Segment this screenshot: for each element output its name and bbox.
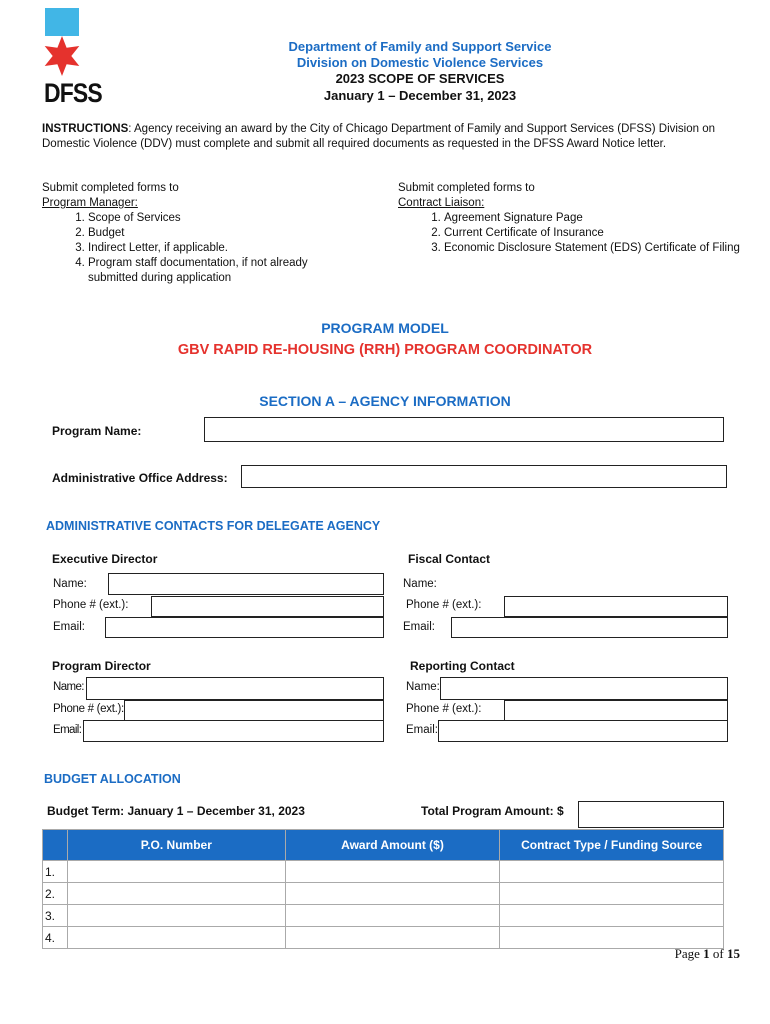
page-word: Page bbox=[674, 946, 700, 961]
pd-email-field[interactable] bbox=[83, 720, 384, 742]
page-of: of bbox=[712, 946, 724, 961]
rc-email-field[interactable] bbox=[438, 720, 728, 742]
address-label: Administrative Office Address: bbox=[52, 471, 228, 485]
submit-intro: Submit completed forms to bbox=[42, 182, 179, 194]
po-number-cell[interactable] bbox=[67, 927, 285, 949]
fiscal-phone-field[interactable] bbox=[504, 596, 728, 617]
po-number-cell[interactable] bbox=[67, 861, 285, 883]
program-name-field[interactable] bbox=[204, 417, 724, 442]
pd-name-field[interactable] bbox=[86, 677, 384, 700]
list-item: 4. Program staff documentation, if not already submitted during application bbox=[88, 256, 342, 286]
program-director-heading: Program Director bbox=[52, 659, 151, 673]
total-amount-label: Total Program Amount: $ bbox=[421, 804, 564, 818]
table-header: Contract Type / Funding Source bbox=[500, 830, 724, 861]
header-dates: January 1 – December 31, 2023 bbox=[323, 88, 517, 103]
list-item: 2. Budget bbox=[88, 226, 342, 241]
fiscal-contact-heading: Fiscal Contact bbox=[408, 552, 491, 566]
award-amount-cell[interactable] bbox=[285, 883, 500, 905]
program-model-subtitle: GBV RAPID RE-HOUSING (RRH) PROGRAM COORDINATOR bbox=[177, 342, 593, 358]
rc-email-label: Email: bbox=[406, 724, 438, 736]
executive-director-heading: Executive Director bbox=[52, 552, 158, 566]
budget-term: Budget Term: January 1 – December 31, 2023 bbox=[47, 804, 305, 818]
table-row bbox=[43, 927, 724, 949]
header-scope: 2023 SCOPE OF SERVICES bbox=[335, 71, 505, 86]
instructions-text: : Agency receiving an award by the City of Chicago Department of Family and Support Services (DFSS) Division on Domestic Violence (DDV) must complete and submit all required documents as requested in the DFSS Award Notice letter. bbox=[42, 123, 716, 150]
contract-type-cell[interactable] bbox=[500, 905, 724, 927]
exec-name-field[interactable] bbox=[108, 573, 384, 595]
exec-phone-field[interactable] bbox=[151, 596, 384, 617]
pd-phone-field[interactable] bbox=[124, 700, 384, 721]
total-amount-field[interactable] bbox=[578, 801, 724, 828]
reporting-contact-heading: Reporting Contact bbox=[410, 659, 515, 673]
header-division: Division on Domestic Violence Services bbox=[296, 55, 544, 70]
submit-recipient: Program Manager: bbox=[42, 197, 138, 209]
list-item: 1. Agreement Signature Page bbox=[444, 211, 743, 226]
table-row bbox=[43, 905, 724, 927]
list-item: 3. Economic Disclosure Statement (EDS) Certificate of Filing bbox=[444, 241, 743, 256]
row-number: 2. bbox=[43, 883, 68, 905]
award-amount-cell[interactable] bbox=[285, 927, 500, 949]
header-department: Department of Family and Support Service bbox=[288, 39, 552, 54]
page-number bbox=[675, 946, 740, 962]
po-table bbox=[42, 829, 724, 949]
row-number: 3. bbox=[43, 905, 68, 927]
star-icon bbox=[42, 36, 82, 76]
exec-email-label: Email: bbox=[53, 621, 85, 633]
table-row bbox=[43, 883, 724, 905]
row-number: 1. bbox=[43, 861, 68, 883]
fiscal-phone-label: Phone # (ext.): bbox=[406, 599, 482, 611]
submit-intro: Submit completed forms to bbox=[398, 182, 535, 194]
pd-phone-label: Phone # (ext.): bbox=[53, 703, 124, 715]
rc-phone-field[interactable] bbox=[504, 700, 728, 721]
contract-type-cell[interactable] bbox=[500, 883, 724, 905]
table-header: P.O. Number bbox=[67, 830, 285, 861]
program-model-title: PROGRAM MODEL bbox=[321, 320, 449, 336]
list-item: 1. Scope of Services bbox=[88, 211, 342, 226]
instructions-label: INSTRUCTIONS bbox=[42, 123, 129, 135]
po-number-cell[interactable] bbox=[67, 883, 285, 905]
fiscal-email-label: Email: bbox=[403, 621, 435, 633]
list-item: 2. Current Certificate of Insurance bbox=[444, 226, 743, 241]
award-amount-cell[interactable] bbox=[285, 905, 500, 927]
rc-name-label: Name: bbox=[406, 681, 440, 693]
row-number: 4. bbox=[43, 927, 68, 949]
table-header: Award Amount ($) bbox=[285, 830, 500, 861]
submit-program-manager bbox=[42, 181, 342, 286]
rc-phone-label: Phone # (ext.): bbox=[406, 703, 482, 715]
table-row bbox=[43, 861, 724, 883]
contract-type-cell[interactable] bbox=[500, 861, 724, 883]
rc-name-field[interactable] bbox=[440, 677, 728, 700]
pd-name-label: Name: bbox=[53, 681, 84, 693]
instructions bbox=[42, 122, 732, 152]
section-a-title: SECTION A – AGENCY INFORMATION bbox=[259, 393, 511, 409]
exec-phone-label: Phone # (ext.): bbox=[53, 599, 129, 611]
fiscal-email-field[interactable] bbox=[451, 617, 728, 638]
fiscal-name-label: Name: bbox=[403, 578, 437, 590]
program-name-label: Program Name: bbox=[52, 424, 142, 438]
page-current: 1 bbox=[703, 946, 710, 961]
logo-text: DFSS bbox=[44, 78, 102, 108]
address-field[interactable] bbox=[241, 465, 727, 488]
submit-contract-liaison bbox=[398, 181, 743, 256]
page-total: 15 bbox=[727, 946, 740, 961]
budget-title: BUDGET ALLOCATION bbox=[44, 772, 181, 786]
list-item: 3. Indirect Letter, if applicable. bbox=[88, 241, 342, 256]
table-header-blank bbox=[43, 830, 68, 861]
submit-recipient: Contract Liaison: bbox=[398, 197, 485, 209]
exec-email-field[interactable] bbox=[105, 617, 384, 638]
pd-email-label: Email: bbox=[53, 724, 82, 736]
contacts-title: ADMINISTRATIVE CONTACTS FOR DELEGATE AGENCY bbox=[46, 519, 381, 533]
logo-flag-bar bbox=[45, 8, 79, 36]
award-amount-cell[interactable] bbox=[285, 861, 500, 883]
exec-name-label: Name: bbox=[53, 578, 87, 590]
po-number-cell[interactable] bbox=[67, 905, 285, 927]
